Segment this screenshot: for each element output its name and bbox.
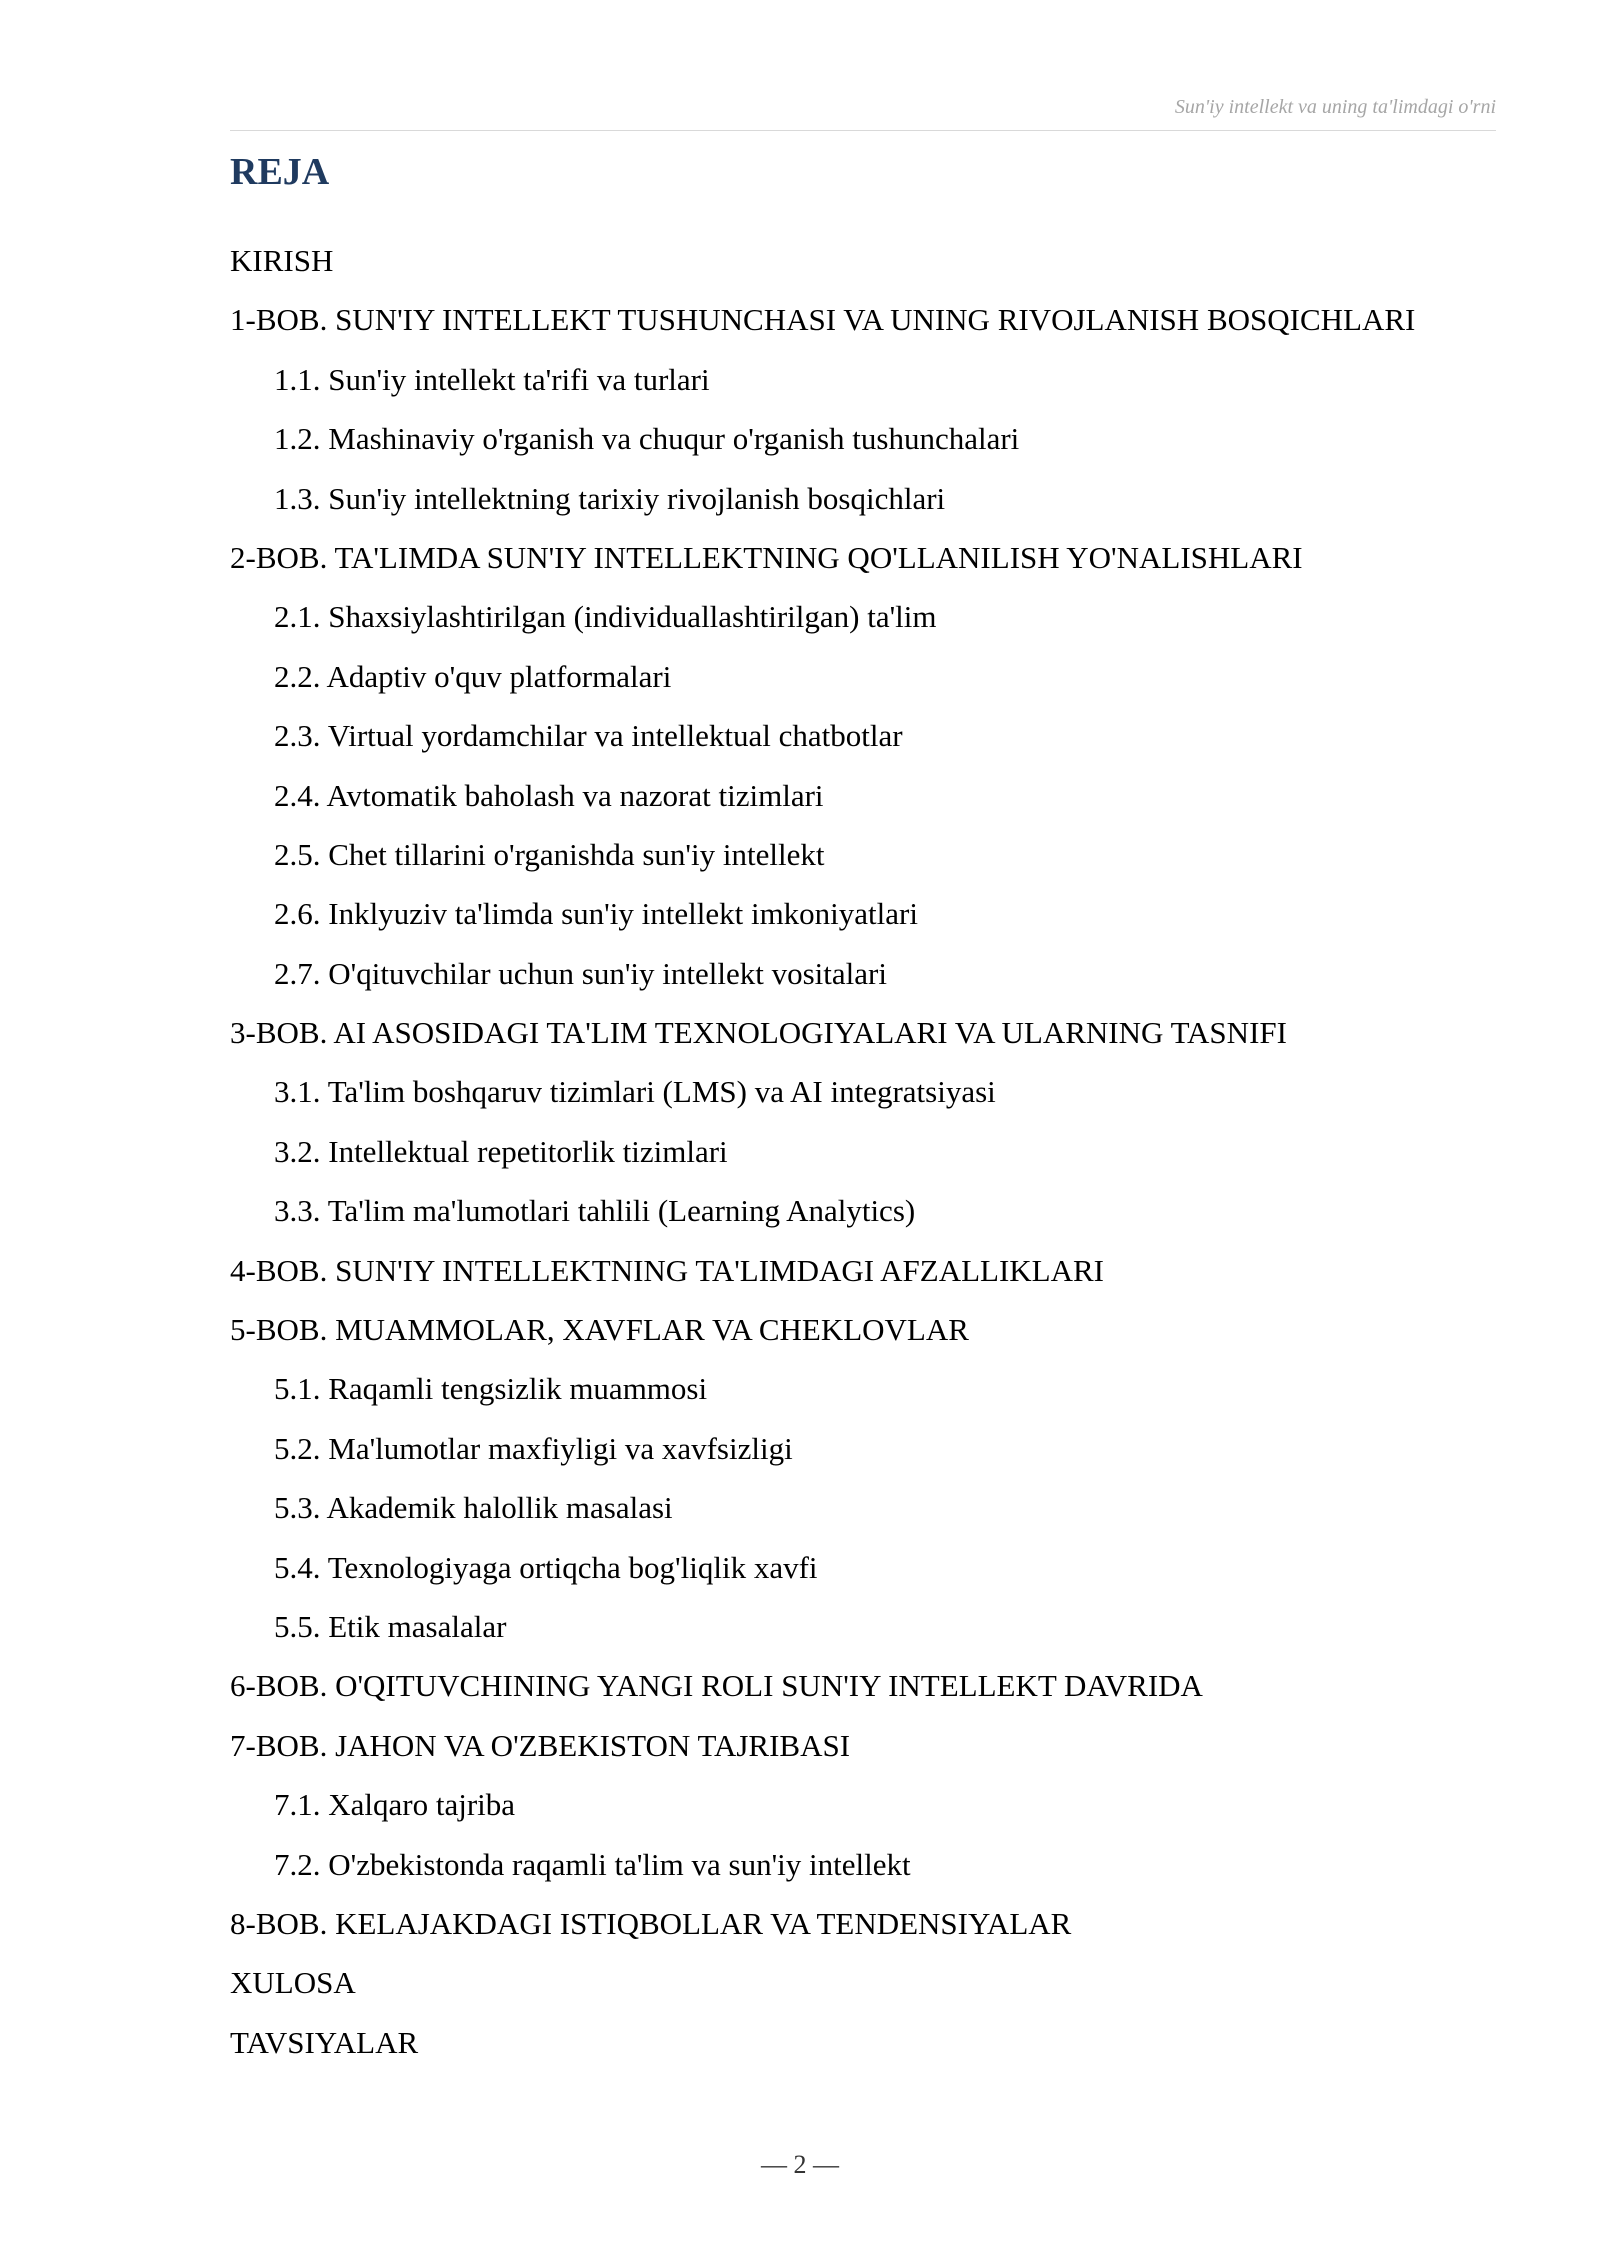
toc-chapter: 7-BOB. JAHON VA O'ZBEKISTON TAJRIBASI	[230, 1727, 851, 1763]
toc-section: 2.2. Adaptiv o'quv platformalari	[274, 658, 672, 694]
toc-section: 5.3. Akademik halollik masalasi	[274, 1490, 673, 1526]
toc-section: 3.1. Ta'lim boshqaruv tizimlari (LMS) va AI integratsiyasi	[274, 1074, 996, 1110]
toc-section: 1.1. Sun'iy intellekt ta'rifi va turlari	[274, 361, 710, 397]
toc-section: 3.2. Intellektual repetitorlik tizimlari	[274, 1133, 728, 1169]
toc-chapter: 6-BOB. O'QITUVCHINING YANGI ROLI SUN'IY INTELLEKT DAVRIDA	[230, 1668, 1203, 1704]
toc-section: 5.5. Etik masalalar	[274, 1608, 507, 1644]
toc-section: 5.2. Ma'lumotlar maxfiyligi va xavfsizligi	[274, 1430, 793, 1466]
toc-chapter: XULOSA	[230, 1965, 356, 2001]
toc-chapter: 4-BOB. SUN'IY INTELLEKTNING TA'LIMDAGI AFZALLIKLARI	[230, 1252, 1104, 1288]
toc-chapter: 8-BOB. KELAJAKDAGI ISTIQBOLLAR VA TENDENSIYALAR	[230, 1905, 1072, 1941]
toc-section: 2.7. O'qituvchilar uchun sun'iy intellekt vositalari	[274, 955, 887, 991]
toc-section: 3.3. Ta'lim ma'lumotlari tahlili (Learning Analytics)	[274, 1193, 916, 1229]
toc-section: 2.5. Chet tillarini o'rganishda sun'iy intellekt	[274, 836, 825, 872]
toc-section: 2.6. Inklyuziv ta'limda sun'iy intellekt imkoniyatlari	[274, 896, 918, 932]
toc-section: 5.4. Texnologiyaga ortiqcha bog'liqlik xavfi	[274, 1549, 818, 1585]
toc-section: 7.2. O'zbekistonda raqamli ta'lim va sun'iy intellekt	[274, 1846, 911, 1882]
toc-section: 1.3. Sun'iy intellektning tarixiy rivojlanish bosqichlari	[274, 480, 946, 516]
toc-chapter: 5-BOB. MUAMMOLAR, XAVFLAR VA CHEKLOVLAR	[230, 1312, 969, 1348]
toc-section: 2.1. Shaxsiylashtirilgan (individuallashtirilgan) ta'lim	[274, 599, 937, 635]
page-title: REJA	[230, 151, 330, 193]
toc-chapter: TAVSIYALAR	[230, 2024, 419, 2060]
toc-section: 2.3. Virtual yordamchilar va intellektual chatbotlar	[274, 718, 903, 754]
toc-section: 7.1. Xalqaro tajriba	[274, 1787, 516, 1823]
header-divider	[230, 130, 1496, 131]
toc-section: 5.1. Raqamli tengsizlik muammosi	[274, 1371, 708, 1407]
toc-chapter: 3-BOB. AI ASOSIDAGI TA'LIM TEXNOLOGIYALARI VA ULARNING TASNIFI	[230, 1015, 1287, 1051]
toc-chapter: 2-BOB. TA'LIMDA SUN'IY INTELLEKTNING QO'LLANILISH YO'NALISHLARI	[230, 539, 1303, 575]
toc-section: 1.2. Mashinaviy o'rganish va chuqur o'rganish tushunchalari	[274, 421, 1020, 457]
running-header: Sun'iy intellekt va uning ta'limdagi o'rni	[1174, 96, 1496, 118]
toc-section: 2.4. Avtomatik baholash va nazorat tizimlari	[274, 777, 824, 813]
toc-chapter: KIRISH	[230, 243, 334, 278]
page-number: — 2 —	[761, 2150, 839, 2179]
table-of-contents	[230, 240, 1496, 2081]
toc-chapter: 1-BOB. SUN'IY INTELLEKT TUSHUNCHASI VA UNING RIVOJLANISH BOSQICHLARI	[230, 302, 1416, 338]
